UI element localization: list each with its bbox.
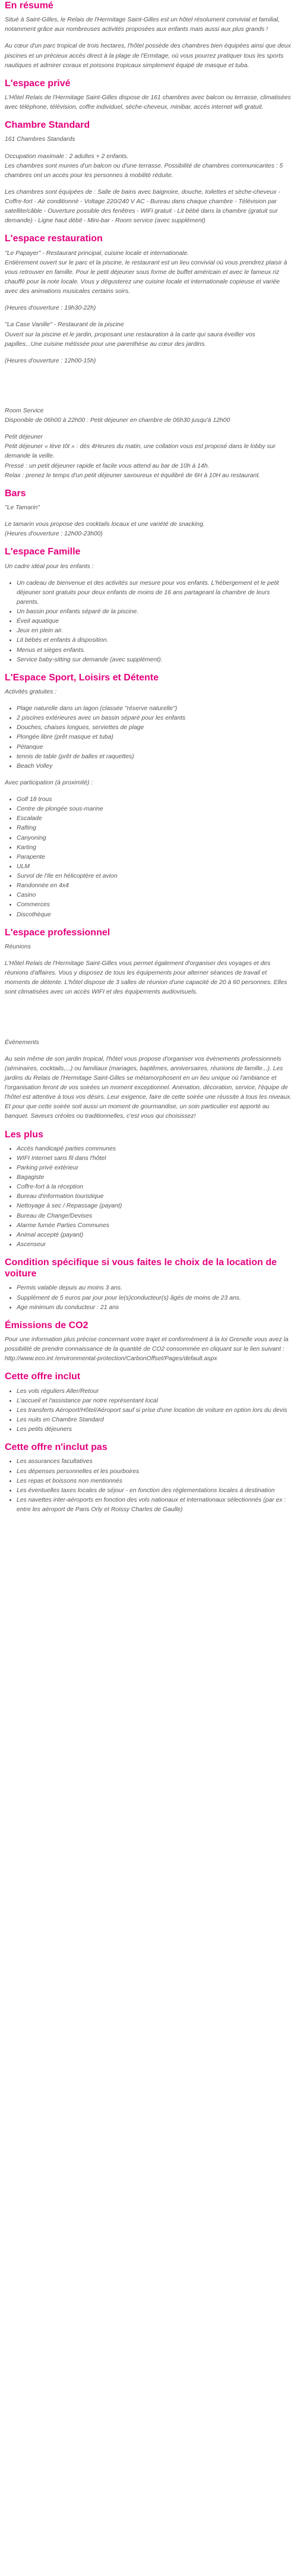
- list-item: • Survol de l'Ile en hélicoptère et avion: [17, 872, 292, 881]
- paragraph: 161 Chambres Standards: [5, 136, 75, 143]
- section-title: Bars: [5, 488, 26, 499]
- section-co2-emissions: [5, 1320, 292, 1364]
- list-item: • Karting: [17, 843, 292, 853]
- list-item: • Ascenseur: [17, 1240, 292, 1250]
- section-title: L'espace restauration: [5, 234, 103, 244]
- paragraph: L'Hôtel Relais de l'Hermitage Saint-Gilles vous permet également d'organiser des voyages et des réunions d'affaires. Vous y disposez de tous les équipements pour alterner séances de travail et moments de détente. L'hôtel dispose de 3 salles de réunion d'une capacité de 20 à 60 personnes. Elles sont climatisées avec un accès WIFI et des équipements audiovisuels.: [5, 960, 287, 996]
- list-item: • 2 piscines extérieures avec un bassin séparé pour les enfants: [17, 714, 292, 723]
- list-item: • Discothèque: [17, 910, 292, 920]
- list-item: • tennis de table (prêt de balles et raquettes): [17, 752, 292, 762]
- section-title: Cette offre n'inclut pas: [5, 1442, 108, 1453]
- list-item: • Lit bébés et enfants à disposition.: [17, 636, 292, 645]
- section-offer-excludes: [5, 1442, 292, 1515]
- section-summary: [5, 0, 292, 71]
- list-item: • Les dépenses personnelles et les pourboires: [17, 1467, 292, 1477]
- list-item: • Canyoning: [17, 834, 292, 843]
- list-item: • Parking privé extérieur: [17, 1164, 292, 1173]
- paragraph: Au sein même de son jardin tropical, l'hôtel vous propose d'organiser vos évènements professionnels (séminaires, cocktails,...) ou familiaux (mariages, baptêmes, anniversaires, réunions de famille...). Les jardins du Relais de l'Hermitage Saint-Gilles se métamorphosent en un lieu unique où l'ambiance et l'organisation feront de vos soirées un moment exceptionnel. Animation, décoration, service, l'équipe de l'hôtel est attentive à tous vos désirs. Leur exigence, faire de cette soirée une réussite à tous les niveaux. Et pour que cette soirée soit aussi un moment de gourmandise, un soin particulier est apporté au banquet. Saveurs créoles ou traditionnelles, c'est vous qui choisissez!: [5, 1055, 292, 1120]
- paragraph: Les chambres sont équipées de : Salle de bains avec baignoire, douche, toilettes et sèche-cheveux - Coffre-fort - Air conditionné - Voltage 220/240 V AC - Bureau dans chaque chambre - Télévision par satellite/câble - Ouverture possible des fenêtres - WiFi gratuit - Lit bébé dans la chambre (gratuit sur demande) - Ligne haut débit - Mini-bar - Room service (avec supplément): [5, 188, 280, 225]
- bullet-list: [5, 1387, 292, 1435]
- bullet-list: [5, 704, 292, 771]
- list-item: • Randonnée en 4x4: [17, 881, 292, 891]
- paragraph: Le tamarin vous propose des cocktails locaux et une variété de snacking. (Heures d'ouverture : 12h00-23h00): [5, 521, 205, 538]
- list-item: • Un cadeau de bienvenue et des activités sur mesure pour vos enfants. L'hébergement et le petit déjeuner sont gratuits pour deux enfants de moins de 16 ans partageant la chambre de leurs parents.: [17, 579, 292, 607]
- list-item: • Age minimum du conducteur : 21 ans: [17, 1303, 292, 1313]
- list-item: • Parapente: [17, 853, 292, 862]
- list-item: • Bureau d'information touristique: [17, 1192, 292, 1202]
- bullet-list: [5, 1144, 292, 1250]
- bullet-list: [5, 1457, 292, 1515]
- section-title: Condition spécifique si vous faites le choix de la location de voiture: [5, 1257, 277, 1279]
- section-sports-leisure: [5, 672, 292, 920]
- list-item: • Permis valable depuis au moins 3 ans.: [17, 1284, 292, 1293]
- section-title: Cette offre inclut: [5, 1371, 81, 1382]
- section-family: [5, 546, 292, 664]
- paragraph: Un cadre idéal pour les enfants :: [5, 563, 94, 570]
- list-item: • Plage naturelle dans un lagon (classée "réserve naturelle"): [17, 704, 292, 714]
- list-item: • Les vols réguliers Aller/Retour: [17, 1387, 292, 1396]
- list-item: • Plongée libre (prêt masque et tuba): [17, 733, 292, 742]
- list-item: • Bagagiste: [17, 1173, 292, 1183]
- list-item: • Supplément de 5 euros par jour pour le(s)conducteur(s) âgés de moins de 23 ans.: [17, 1294, 292, 1303]
- list-item: • Les navettes inter-aéroports en fonction des vols nationaux et internationaux sélectionnés (par ex : entre les aéroport de Paris Orly et Roissy Charles de Gaulle): [17, 1496, 292, 1515]
- section-standard-room: [5, 119, 292, 226]
- list-item: • Les repas et boissons non mentionnés: [17, 1477, 292, 1486]
- list-item: • Nettoyage à sec / Repassage (payant): [17, 1202, 292, 1211]
- paragraph: (Heures d'ouverture : 19h30-22h): [5, 305, 96, 312]
- list-item: • Éveil aquatique: [17, 617, 292, 626]
- section-extras: [5, 1129, 292, 1250]
- paragraph: L'Hôtel Relais de l'Hermitage Saint-Gilles dispose de 161 chambres avec balcon ou terrasse, climatisées avec téléphone, télévision, coffre individuel, sèche-cheveux, minibar, accès internet wifi gratuit.: [5, 94, 291, 111]
- paragraph: "Le Tamarin": [5, 504, 40, 511]
- list-item: • Douches, chaises longues, serviettes de plage: [17, 723, 292, 733]
- list-item: • Pétanque: [17, 743, 292, 752]
- section-title: En résumé: [5, 1, 53, 11]
- section-bars: [5, 488, 292, 540]
- list-item: • Golf 18 trous: [17, 795, 292, 805]
- list-item: • Un bassin pour enfants séparé de la piscine.: [17, 607, 292, 617]
- paragraph: Au cœur d'un parc tropical de trois hectares, l'hôtel possède des chambres bien équipées ainsi que deux piscines et un précieux accès direct à la plage de l'Ermitage, où vous pourrez pratiquer tous les sports nautiques et admirer coraux et poissons tropicaux simplement équipé de masque et tuba.: [5, 43, 291, 69]
- section-title: L'espace Famille: [5, 547, 81, 557]
- list-item: • L'accueil et l'assistance par notre représentant local: [17, 1396, 292, 1406]
- list-item: • Service baby-sitting sur demande (avec supplément).: [17, 655, 292, 665]
- list-item: • Les éventuelles taxes locales de séjour - en fonction des réglementations locales à destination: [17, 1486, 292, 1496]
- paragraph: Petit déjeuner Petit déjeuner « lève tôt » : dès 4Heures du matin, une collation vous est proposé dans le lobby sur demande la veille. Pressé : un petit déjeuner rapide et facile vous attend au bar de 10h à 14h. Relax : prenez le temps d'un petit déjeuner savoureux et équilibré de 6H à 10H au restaurant.: [5, 434, 276, 479]
- list-item: • Bureau de Change/Devises: [17, 1212, 292, 1221]
- paragraph: Avec participation (à proximité) :: [5, 779, 93, 786]
- paragraph: (Heures d'ouverture : 12h00-15h): [5, 357, 96, 364]
- section-title: L'espace professionnel: [5, 927, 110, 938]
- list-item: • ULM: [17, 862, 292, 872]
- paragraph: Situé à Saint-Gilles, le Relais de l'Hermitage Saint-Gilles est un hôtel résolument convivial et familial, notamment grâce aux nombreuses activités proposées aux enfants mais aussi aux plus grands !: [5, 17, 280, 33]
- list-item: • Escalade: [17, 814, 292, 824]
- list-item: • Les petits déjeuners: [17, 1425, 292, 1434]
- list-item: • Rafting: [17, 824, 292, 833]
- section-offer-includes: [5, 1371, 292, 1434]
- list-item: • Alarme fumée Parties Communes: [17, 1221, 292, 1231]
- section-private-space: [5, 78, 292, 112]
- list-item: • Commerces: [17, 900, 292, 910]
- paragraph: Occupation maximale : 2 adultes + 2 enfants. Les chambres sont munies d'un balcon ou d'une terrasse. Possibilité de chambres communicantes : 5 chambres ont un accès pour les personnes à mobilité réduite.: [5, 153, 283, 179]
- list-item: • Les transferts Aéroport/Hôtel/Aéroport sauf si prise d'une location de voiture en option lors du devis: [17, 1406, 292, 1415]
- paragraph: Room Service Disponible de 06h00 à 22h00 : Petit déjeuner en chambre de 06h30 jusqu'à 12h00: [5, 407, 230, 424]
- list-item: • Les nuits en Chambre Standard: [17, 1415, 292, 1425]
- spacer: [5, 373, 292, 406]
- section-title: Chambre Standard: [5, 120, 90, 131]
- paragraph: Évènements: [5, 1039, 39, 1046]
- section-title: Émissions de CO2: [5, 1320, 89, 1330]
- section-car-rental-conditions: [5, 1257, 292, 1313]
- paragraph: "La Case Vanille" - Restaurant de la piscine Ouvert sur la piscine et le jardin, proposant une restauration à la carte qui saura éveiller vos papilles...Une cuisine métissée pour une parenthèse au cœur des jardins.: [5, 321, 255, 348]
- bullet-list: [5, 1284, 292, 1312]
- list-item: • Accès handicapé parties communes: [17, 1144, 292, 1154]
- spacer: [5, 1005, 292, 1038]
- list-item: • WIFI Internet sans fil dans l'hôtel: [17, 1154, 292, 1164]
- list-item: • Menus et sièges enfants.: [17, 646, 292, 655]
- list-item: • Les assurances facultatives: [17, 1457, 292, 1467]
- section-restaurant: [5, 233, 292, 480]
- list-item: • Casino: [17, 891, 292, 900]
- list-item: • Centre de plongée sous-marine: [17, 805, 292, 814]
- section-professional: [5, 927, 292, 1122]
- list-item: • Jeux en plein air.: [17, 626, 292, 636]
- bullet-list: [5, 579, 292, 665]
- section-title: L'espace privé: [5, 78, 71, 89]
- section-title: Les plus: [5, 1129, 43, 1140]
- paragraph: "Le Papayer" - Restaurant principal, cuisine locale et internationale. Entièrement ouvert sur le parc et la piscine, le restaurant est un lieu convivial où vous prendrez plaisir à vous retrouver en famille. Pour le petit déjeuner sous forme de buffet américain et avec le fameux riz chauffé pour la note locale. Vous y dégusterez une cuisine locale et internationale copieuse et variée avec des animations musicales certains soirs.: [5, 250, 287, 295]
- section-title: L'Espace Sport, Loisirs et Détente: [5, 672, 159, 683]
- list-item: • Coffre-fort à la réception: [17, 1183, 292, 1192]
- list-item: • Beach Volley: [17, 762, 292, 771]
- paragraph: Pour une information plus précise concernant votre trajet et conformément à la loi Grenelle vous avez la possibilité de prendre connaissance de la quantité de CO2 consommée en cliquant sur le lien suivant : http://www.eco.int /environmental-protection/CarbonOffset/Pages/default.aspx: [5, 1336, 289, 1363]
- list-item: • Animal accepté (payant): [17, 1231, 292, 1240]
- paragraph: Activités gratuites :: [5, 688, 57, 695]
- paragraph: Réunions: [5, 943, 31, 950]
- bullet-list: [5, 795, 292, 920]
